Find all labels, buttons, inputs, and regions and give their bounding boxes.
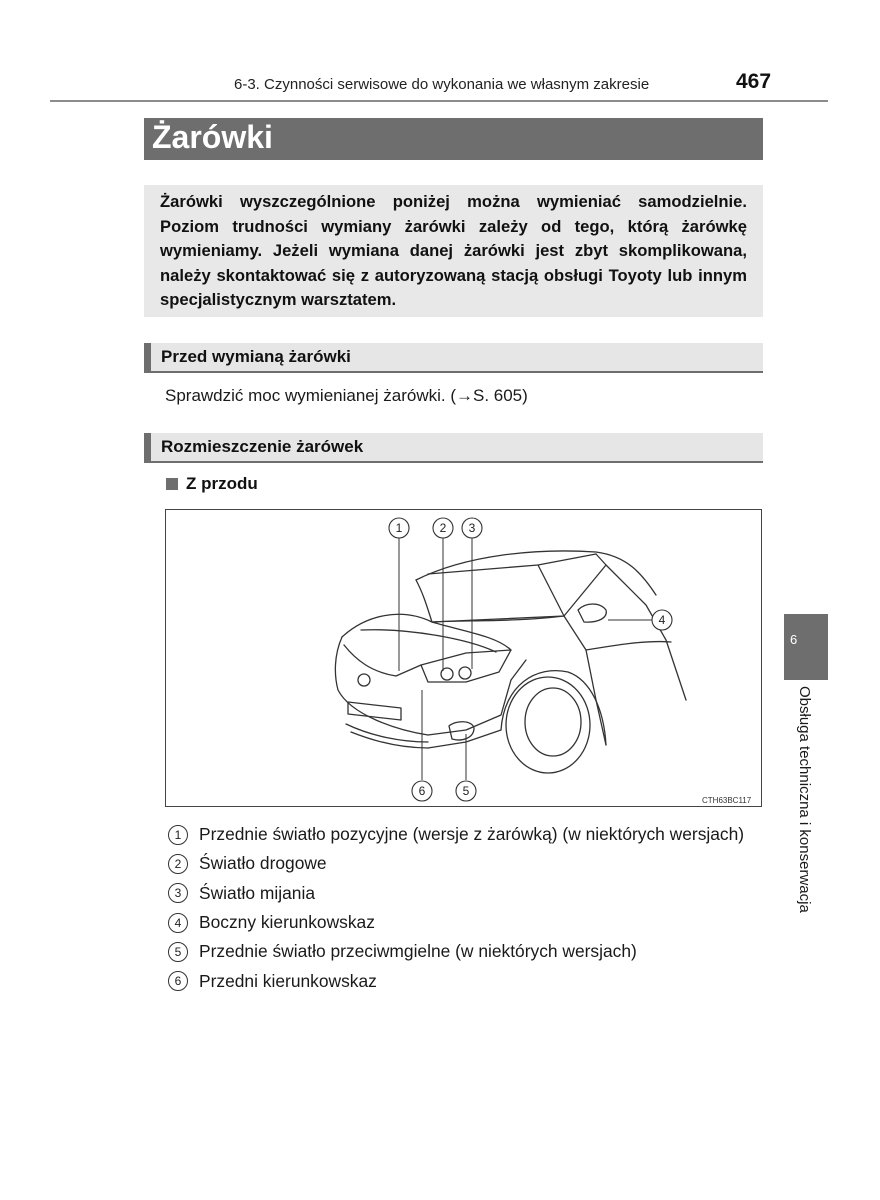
car-front-drawing — [166, 510, 763, 808]
callout-label-4: 4 — [658, 613, 666, 627]
legend-number: 6 — [168, 971, 188, 991]
callout-label-3: 3 — [468, 521, 476, 535]
chapter-number: 6 — [790, 632, 798, 647]
roof-line — [416, 551, 656, 595]
legend-item — [168, 879, 744, 908]
header-section-title: 6-3. Czynności serwisowe do wykonania we własnym zakresie — [234, 76, 650, 93]
legend-number: 1 — [168, 825, 188, 845]
legend-item — [168, 966, 744, 995]
chapter-label: Obsługa techniczna i konserwacja — [796, 686, 813, 913]
emblem — [358, 674, 370, 686]
legend-number: 3 — [168, 883, 188, 903]
check-wattage-text: Sprawdzić moc wymienianej żarówki. (→S. 605) — [165, 386, 528, 405]
legend-text: Boczny kierunkowskaz — [199, 912, 375, 933]
section-heading-before-replacement — [144, 343, 763, 373]
headlight — [421, 650, 511, 682]
legend-number: 5 — [168, 942, 188, 962]
title-bar — [144, 118, 763, 160]
legend-item — [168, 908, 744, 937]
callout-label-1: 1 — [395, 521, 403, 535]
section-heading-bulb-locations — [144, 433, 763, 463]
chapter-tab — [784, 614, 828, 680]
legend-text: Światło mijania — [199, 882, 315, 903]
side-mirror — [578, 604, 606, 622]
subheading-text: Z przodu — [186, 474, 258, 493]
legend-text: Przedni kierunkowskaz — [199, 970, 377, 991]
section-heading-text: Przed wymianą żarówki — [161, 347, 351, 366]
wheel-arch — [501, 671, 606, 745]
legend-text: Przednie światło przeciwmgielne (w niektórych wersjach) — [199, 941, 637, 962]
legend-text: Przednie światło pozycyjne (wersje z żarówką) (w niektórych wersjach) — [199, 824, 745, 845]
callout-label-2: 2 — [439, 521, 447, 535]
legend-number: 4 — [168, 913, 188, 933]
bulb-legend — [168, 820, 744, 996]
legend-item — [168, 937, 744, 966]
section-heading-text: Rozmieszczenie żarówek — [161, 437, 364, 456]
legend-item — [168, 820, 744, 849]
header-rule — [50, 100, 828, 102]
legend-number: 2 — [168, 854, 188, 874]
front-wheel — [506, 677, 590, 773]
square-bullet-icon — [166, 478, 178, 490]
callout-label-5: 5 — [462, 784, 470, 798]
legend-text: Światło drogowe — [199, 853, 327, 874]
page-title: Żarówki — [152, 119, 273, 155]
intro-box: Żarówki wyszczególnione poniżej można wymieniać samodzielnie. Poziom trudności wymiany żarówki zależy od tego, którą żarówkę wymieniamy. Jeżeli wymiana danej żarówki jest zbyt skomplikowana, należy skontaktować się z autoryzowaną stacją obsługi Toyoty lub innym specjalistycznym warsztatem. — [144, 185, 763, 317]
callout-label-6: 6 — [418, 784, 426, 798]
page-number: 467 — [736, 70, 772, 93]
subheading-front — [166, 474, 258, 494]
figure-code: CTH63BC117 — [702, 796, 752, 805]
legend-item — [168, 849, 744, 878]
car-front-illustration — [165, 509, 762, 807]
